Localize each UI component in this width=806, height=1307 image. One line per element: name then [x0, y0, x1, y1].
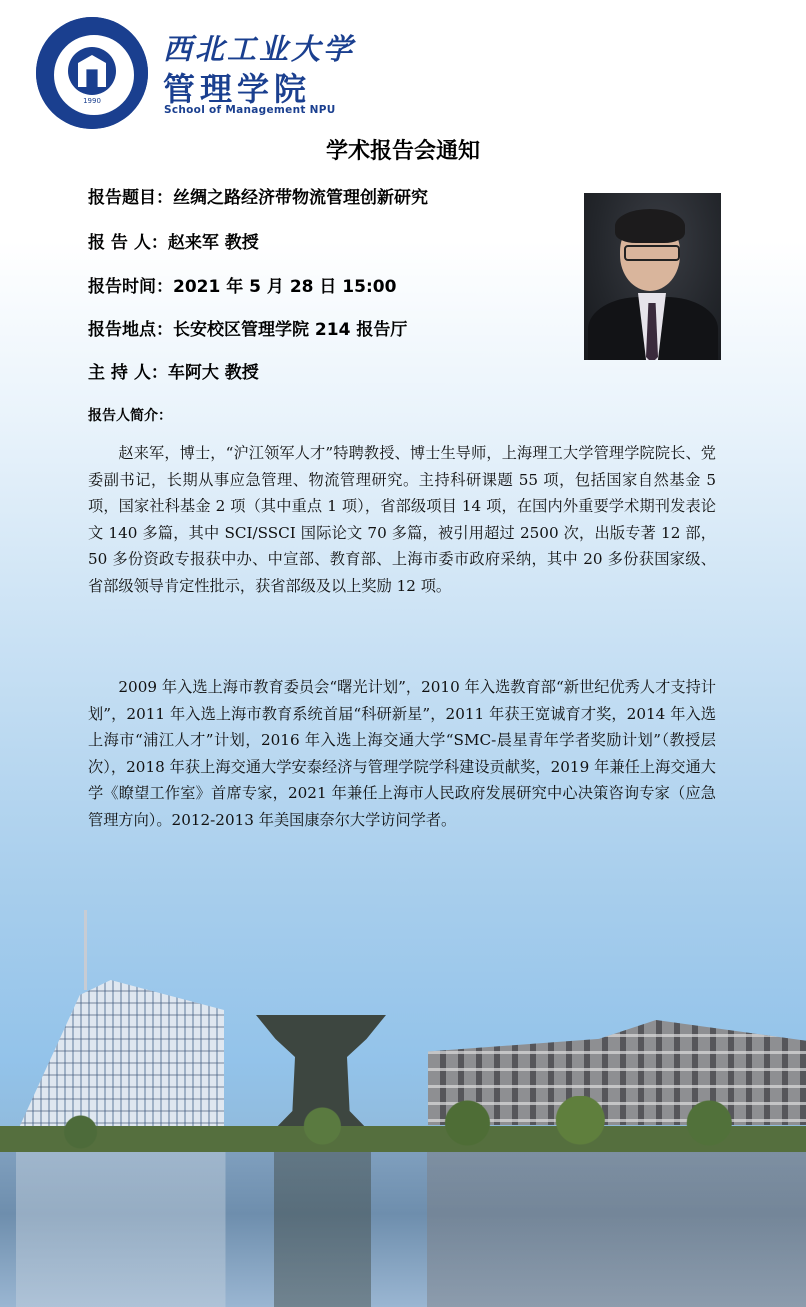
school-logo-seal: [36, 17, 148, 129]
place-row: [88, 315, 407, 340]
place-value: 长安校区管理学院 214 报告厅: [173, 320, 408, 340]
tree-line: [0, 1096, 806, 1156]
topic-row: [88, 183, 428, 208]
seal-year: 1990: [83, 97, 101, 105]
photo-glasses: [624, 245, 680, 261]
topic-label: 报告题目：: [88, 188, 173, 208]
photo-hair: [615, 209, 685, 243]
seal-emblem: [68, 47, 116, 95]
notice-title: 学术报告会通知: [325, 139, 480, 164]
speaker-row: [88, 228, 259, 253]
speaker-label: 报 告 人：: [88, 233, 168, 253]
bio-heading: 报告人简介：: [88, 408, 172, 424]
bio-paragraph-1: 赵来军，博士，“沪江领军人才”特聘教授、博士生导师，上海理工大学管理学院院长、党委副书记，长期从事应急管理、物流管理研究。主持科研课题 55 项，包括国家自然基金 5 项，国家社科基金 2 项（其中重点 1 项），省部级项目 14 项，在国内外重要学术期刊发表论文 140 多篇，其中 SCI/SSCI 国际论文 70 多篇，被引用超过 2500 次，出版专著 12 部，50 多份资政专报获中办、中宣部、教育部、上海市委市政府采纳，其中 20 多份获国家级、省部级领导肯定性批示，获省部级及以上奖励 12 项。: [88, 444, 716, 595]
school-name: 管理学院: [163, 70, 312, 108]
time-value: 2021 年 5 月 28 日 15:00: [173, 277, 397, 297]
speaker-photo: [584, 193, 721, 360]
time-row: [88, 272, 396, 297]
university-name: 西北工业大学: [163, 32, 356, 66]
speaker-value: 赵来军 教授: [167, 233, 259, 253]
school-name-en: School of Management NPU: [164, 104, 336, 116]
host-value: 车阿大 教授: [167, 363, 259, 383]
topic-value: 丝绸之路经济带物流管理创新研究: [173, 188, 428, 208]
antenna-mast: [84, 910, 87, 990]
campus-scene-image: [0, 900, 806, 1307]
lake-reflection: [0, 1152, 806, 1307]
host-label: 主 持 人：: [88, 363, 168, 383]
bio-paragraph-2: 2009 年入选上海市教育委员会“曙光计划”，2010 年入选教育部“新世纪优秀人才支持计划”，2011 年入选上海市教育系统首届“科研新星”，2011 年获王宽诚育才奖，2014 年入选上海市“浦江人才”计划，2016 年入选上海交通大学“SMC-晨星青年学者奖励计划”（教授层次），2018 年获上海交通大学安泰经济与管理学院学科建设贡献奖，2019 年兼任上海交通大学《瞭望工作室》首席专家，2021 年兼任上海市人民政府发展研究中心决策咨询专家（应急管理方向）。2012-2013 年美国康奈尔大学访问学者。: [88, 678, 716, 829]
host-row: [88, 358, 259, 383]
time-label: 报告时间：: [88, 277, 173, 297]
place-label: 报告地点：: [88, 320, 173, 340]
